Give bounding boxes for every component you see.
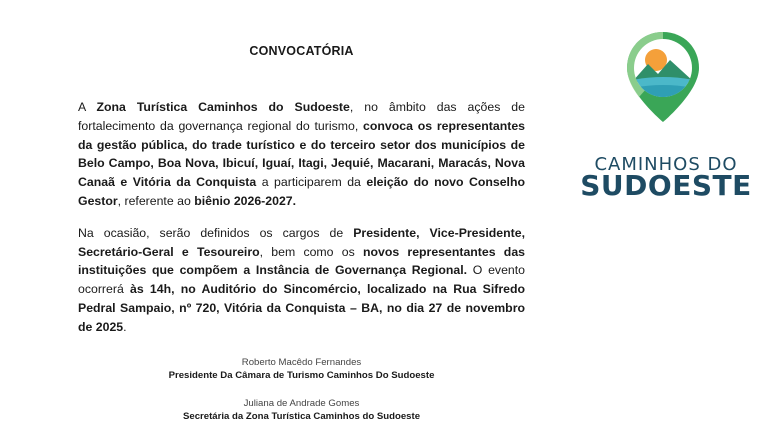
document-body bbox=[78, 44, 525, 350]
logo-text-line2: SUDOESTE bbox=[580, 169, 752, 202]
signature-1-role: Presidente Da Câmara de Turismo Caminhos Do Sudoeste bbox=[168, 370, 435, 381]
text-run: biênio 2026-2027. bbox=[194, 193, 297, 208]
text-run: a participarem da bbox=[256, 175, 367, 190]
text-run: convoca os representantes da gestão pública, do trade turístico e do terceiro setor dos municípios de Belo Campo, Boa Nova, Ibicuí, Iguaí, Itagi, Jequié, Macarani, Maracás, Nova Canaã e Vitória da Conquista bbox=[78, 118, 525, 190]
map-pin-icon bbox=[566, 30, 766, 155]
text-run: às 14h, no Auditório do Sincomércio, localizado na Rua Sifredo Pedral Sampaio, nº 720, Vitória da Conquista – BA, no dia 27 de novembro de 2025 bbox=[78, 282, 525, 334]
text-run: A bbox=[78, 100, 97, 114]
signature-2-role: Secretária da Zona Turística Caminhos do Sudoeste bbox=[182, 411, 421, 422]
paragraph-1 bbox=[78, 98, 525, 211]
signature-1 bbox=[78, 356, 525, 382]
text-run: , bem como os bbox=[259, 244, 363, 259]
document-title: CONVOCATÓRIA bbox=[249, 44, 354, 58]
signature-2 bbox=[78, 397, 525, 423]
text-run: , no âmbito das ações de fortalecimento da governança regional do turismo, bbox=[78, 100, 525, 133]
text-run: , referente ao bbox=[117, 193, 195, 208]
text-run: novos representantes das instituições que compõem a Instância de Governança Regional. bbox=[78, 244, 525, 278]
text-run: . bbox=[123, 319, 127, 334]
paragraph-2 bbox=[78, 224, 525, 337]
signature-1-name: Roberto Macêdo Fernandes bbox=[241, 357, 362, 368]
signature-2-name: Juliana de Andrade Gomes bbox=[243, 398, 360, 409]
text-run: Zona Turística Caminhos do Sudoeste bbox=[96, 100, 350, 114]
text-run: eleição do novo Conselho Gestor bbox=[78, 175, 525, 208]
text-run: Presidente, Vice-Presidente, Secretário-Geral e Tesoureiro bbox=[78, 225, 525, 259]
caminhos-do-sudoeste-logo bbox=[566, 30, 766, 202]
text-run: O evento ocorrerá bbox=[78, 263, 525, 297]
logo-text-line1: CAMINHOS DO bbox=[594, 154, 738, 175]
text-run: Na ocasião, serão definidos os cargos de bbox=[78, 225, 354, 240]
